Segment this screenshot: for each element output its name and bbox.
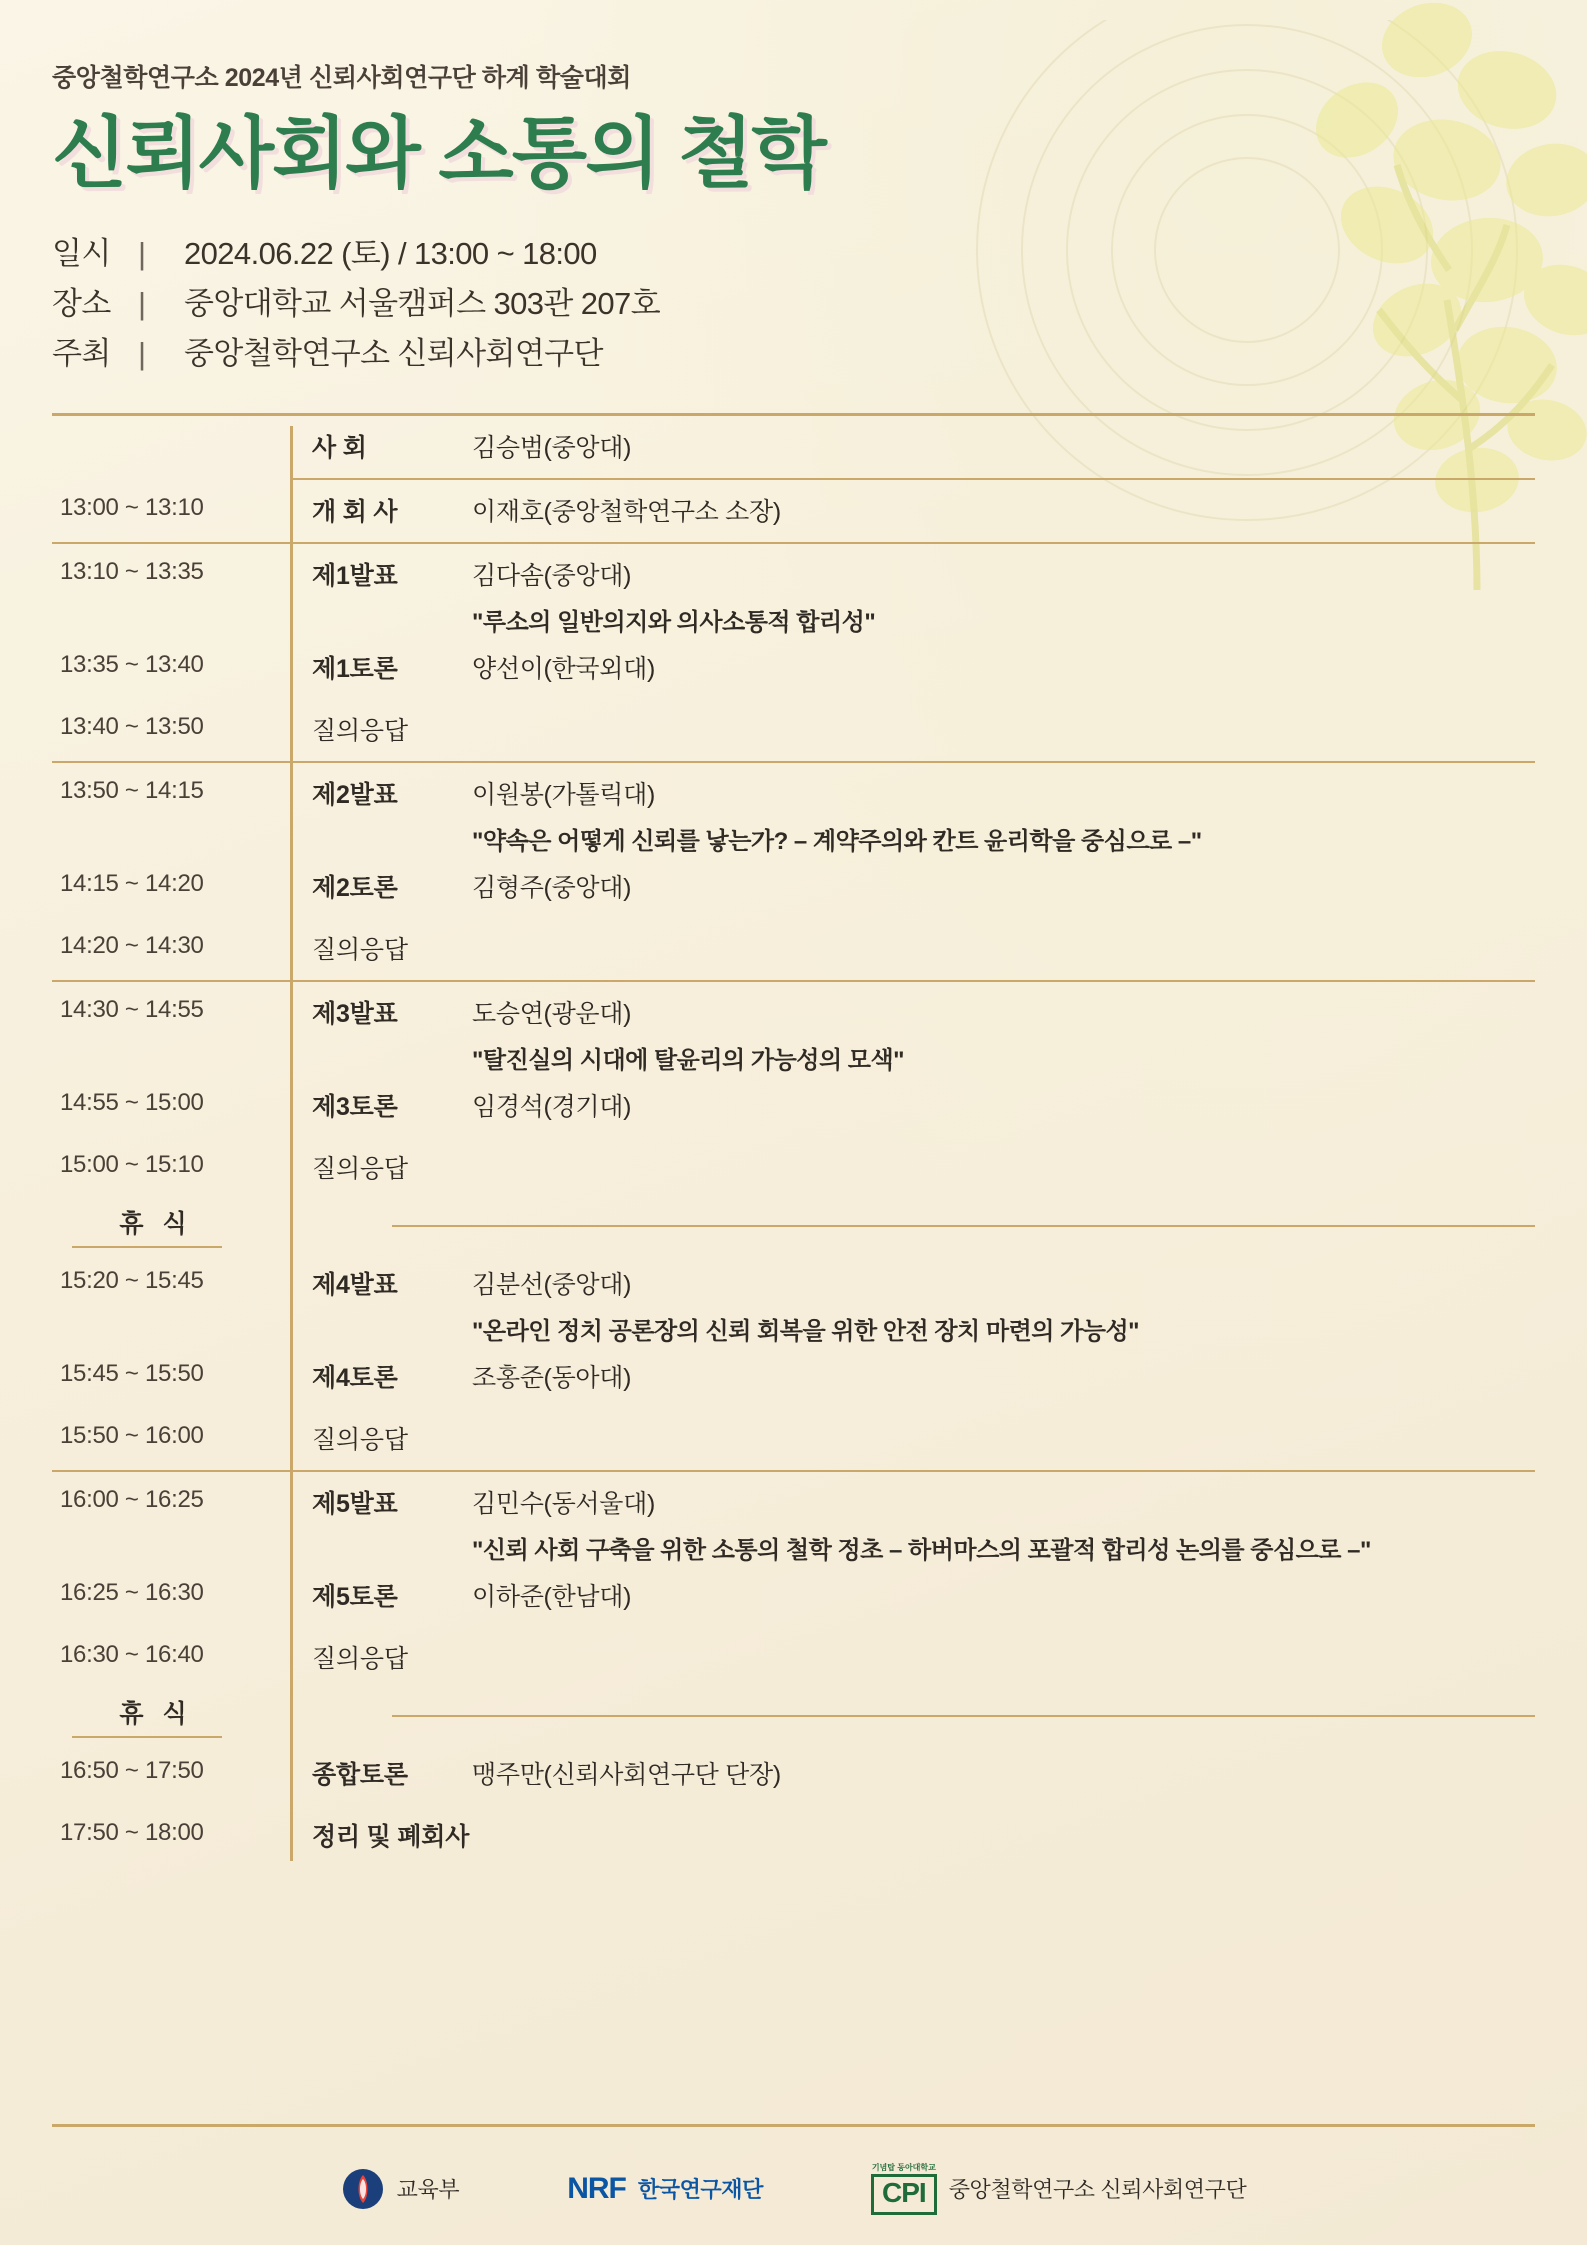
row-time: 16:00 ~ 16:25 <box>60 1486 204 1514</box>
row-detail <box>466 773 1535 856</box>
table-row <box>52 1565 1535 1627</box>
row-time: 13:10 ~ 13:35 <box>60 558 204 586</box>
row-detail <box>466 928 1535 930</box>
row-time: 15:50 ~ 16:00 <box>60 1422 204 1450</box>
break-label-wrap <box>52 1204 290 1248</box>
logo-cpi-label: 중앙철학연구소 신뢰사회연구단 <box>948 2177 1247 2203</box>
cpi-tiny-text: 기념탑 동아대학교 <box>871 2163 936 2173</box>
row-separator <box>392 1225 1535 1227</box>
logo-nrf <box>567 2172 763 2206</box>
meta-value-date: 2024.06.22 (토) / 13:00 ~ 18:00 <box>184 235 597 271</box>
break-line-box <box>290 1225 1535 1227</box>
table-row <box>52 982 1535 1075</box>
row-speaker: 김민수(동서울대) <box>472 1490 656 1519</box>
row-kind: 질의응답 <box>312 1645 408 1674</box>
row-speaker: 김승범(중앙대) <box>472 434 632 463</box>
row-speaker: 이재호(중앙철학연구소 소장) <box>472 498 781 527</box>
row-time: 15:45 ~ 15:50 <box>60 1360 204 1388</box>
table-row <box>52 763 1535 856</box>
row-detail <box>466 1418 1535 1420</box>
table-row <box>52 1743 1535 1805</box>
table-row <box>52 1408 1535 1470</box>
row-kind: 제4토론 <box>312 1364 398 1393</box>
row-time: 14:20 ~ 14:30 <box>60 932 204 960</box>
row-kind: 질의응답 <box>312 1155 408 1184</box>
table-row <box>52 1253 1535 1346</box>
row-kind: 제2토론 <box>312 874 398 903</box>
table-row <box>52 1137 1535 1199</box>
row-kind: 질의응답 <box>312 717 408 746</box>
row-speaker: 임경석(경기대) <box>472 1093 632 1122</box>
table-row <box>52 1627 1535 1689</box>
row-detail <box>466 1263 1535 1346</box>
break-underline <box>72 1246 222 1248</box>
row-detail <box>466 554 1535 637</box>
row-speaker: 이원봉(가톨릭대) <box>472 781 656 810</box>
row-detail <box>466 1637 1535 1639</box>
row-time: 15:00 ~ 15:10 <box>60 1151 204 1179</box>
break-row-1 <box>52 1199 1535 1253</box>
nrf-mark: NRF <box>567 2171 626 2205</box>
row-time: 15:20 ~ 15:45 <box>60 1267 204 1295</box>
break-label: 휴 식 <box>119 1700 193 1729</box>
row-speaker: 맹주만(신뢰사회연구단 단장) <box>472 1761 781 1790</box>
break-label: 휴 식 <box>119 1210 193 1239</box>
row-kind: 제3발표 <box>312 1000 398 1029</box>
table-row <box>52 1075 1535 1137</box>
row-detail <box>466 866 1535 904</box>
table-row <box>52 856 1535 918</box>
table-row <box>52 480 1535 542</box>
row-detail <box>466 709 1535 711</box>
table-row <box>52 1472 1535 1565</box>
row-paper-title: "루소의 일반의지와 의사소통적 합리성" <box>472 609 876 637</box>
row-time: 13:35 ~ 13:40 <box>60 651 204 679</box>
row-kind: 제1토론 <box>312 655 398 684</box>
logo-moe-label: 교육부 <box>396 2177 460 2203</box>
row-kind: 제1발표 <box>312 562 398 591</box>
row-speaker: 양선이(한국외대) <box>472 655 656 684</box>
table-row <box>52 1805 1535 1867</box>
meta-label-host: 주최 <box>52 336 111 372</box>
row-detail <box>466 1356 1535 1394</box>
table-row <box>52 1346 1535 1408</box>
meta-sep-host: | <box>138 336 146 372</box>
row-time: 17:50 ~ 18:00 <box>60 1819 204 1847</box>
table-row <box>52 544 1535 637</box>
row-separator <box>392 1715 1535 1717</box>
row-detail <box>466 490 1535 528</box>
row-detail <box>466 647 1535 685</box>
row-speaker: 조홍준(동아대) <box>472 1364 632 1393</box>
row-kind: 종합토론 <box>312 1761 408 1790</box>
row-time: 16:30 ~ 16:40 <box>60 1641 204 1669</box>
row-detail <box>466 1147 1535 1149</box>
row-detail <box>466 1753 1535 1791</box>
row-time: 13:00 ~ 13:10 <box>60 494 204 522</box>
row-speaker: 도승연(광운대) <box>472 1000 632 1029</box>
break-underline <box>72 1736 222 1738</box>
logo-nrf-label: 한국연구재단 <box>637 2177 763 2203</box>
row-time <box>52 426 290 430</box>
row-detail <box>590 1815 1535 1817</box>
break-row-2 <box>52 1689 1535 1743</box>
event-kicker: 중앙철학연구소 2024년 신뢰사회연구단 하계 학술대회 <box>52 64 631 92</box>
row-kind: 제2발표 <box>312 781 398 810</box>
row-time: 14:15 ~ 14:20 <box>60 870 204 898</box>
row-detail <box>466 1085 1535 1123</box>
row-detail <box>466 426 1535 464</box>
row-time: 16:25 ~ 16:30 <box>60 1579 204 1607</box>
table-row <box>52 918 1535 980</box>
row-kind: 질의응답 <box>312 1426 408 1455</box>
row-paper-title: "약속은 어떻게 신뢰를 낳는가? – 계약주의와 칸트 윤리학을 중심으로 –" <box>472 828 1202 856</box>
table-row <box>52 637 1535 699</box>
table-row <box>52 416 1535 478</box>
row-time: 14:30 ~ 14:55 <box>60 996 204 1024</box>
row-speaker: 이하준(한남대) <box>472 1583 632 1612</box>
row-kind: 제4발표 <box>312 1271 398 1300</box>
meta-row-host <box>52 329 1535 379</box>
meta-label-date: 일시 <box>52 235 111 271</box>
row-kind: 질의응답 <box>312 936 408 965</box>
row-time: 13:50 ~ 14:15 <box>60 777 204 805</box>
footer-divider <box>52 2124 1535 2127</box>
meta-value-host: 중앙철학연구소 신뢰사회연구단 <box>184 336 603 372</box>
meta-label-place: 장소 <box>52 285 111 321</box>
table-row <box>52 699 1535 761</box>
row-time: 13:40 ~ 13:50 <box>60 713 204 741</box>
meta-value-place: 중앙대학교 서울캠퍼스 303관 207호 <box>184 285 661 321</box>
row-speaker: 김다솜(중앙대) <box>472 562 632 591</box>
row-kind: 정리 및 폐회사 <box>312 1823 470 1852</box>
row-detail <box>466 1575 1535 1613</box>
meta-sep-date: | <box>138 235 146 271</box>
footer-logos <box>0 2162 1587 2215</box>
row-speaker: 김분선(중앙대) <box>472 1271 632 1300</box>
logo-cpi <box>871 2162 1246 2215</box>
event-meta <box>52 229 1535 380</box>
break-label-wrap <box>52 1694 290 1738</box>
cpi-mark-wrap <box>871 2162 937 2215</box>
meta-row-place <box>52 279 1535 329</box>
row-kind: 제5토론 <box>312 1583 398 1612</box>
row-paper-title: "탈진실의 시대에 탈윤리의 가능성의 모색" <box>472 1047 905 1075</box>
row-detail <box>466 992 1535 1075</box>
program-vertical-rule <box>290 426 293 1861</box>
row-paper-title: "신뢰 사회 구축을 위한 소통의 철학 정초 – 하버마스의 포괄적 합리성 논의를 중심으로 –" <box>472 1537 1371 1565</box>
row-detail <box>466 1482 1535 1565</box>
meta-sep-place: | <box>138 285 146 321</box>
row-kind: 개 회 사 <box>312 498 398 527</box>
break-line-box <box>290 1715 1535 1717</box>
row-time: 16:50 ~ 17:50 <box>60 1757 204 1785</box>
row-time: 14:55 ~ 15:00 <box>60 1089 204 1117</box>
row-kind: 사 회 <box>312 434 367 463</box>
row-kind: 제5발표 <box>312 1490 398 1519</box>
cpi-mark: CPI <box>871 2174 937 2215</box>
gov-emblem-icon <box>341 2167 385 2211</box>
row-speaker: 김형주(중앙대) <box>472 874 632 903</box>
meta-row-date <box>52 229 1535 279</box>
page-title: 신뢰사회와 소통의 철학 <box>52 109 825 197</box>
program-table <box>52 416 1535 1867</box>
row-kind: 제3토론 <box>312 1093 398 1122</box>
logo-moe <box>341 2167 460 2211</box>
row-paper-title: "온라인 정치 공론장의 신뢰 회복을 위한 안전 장치 마련의 가능성" <box>472 1318 1140 1346</box>
